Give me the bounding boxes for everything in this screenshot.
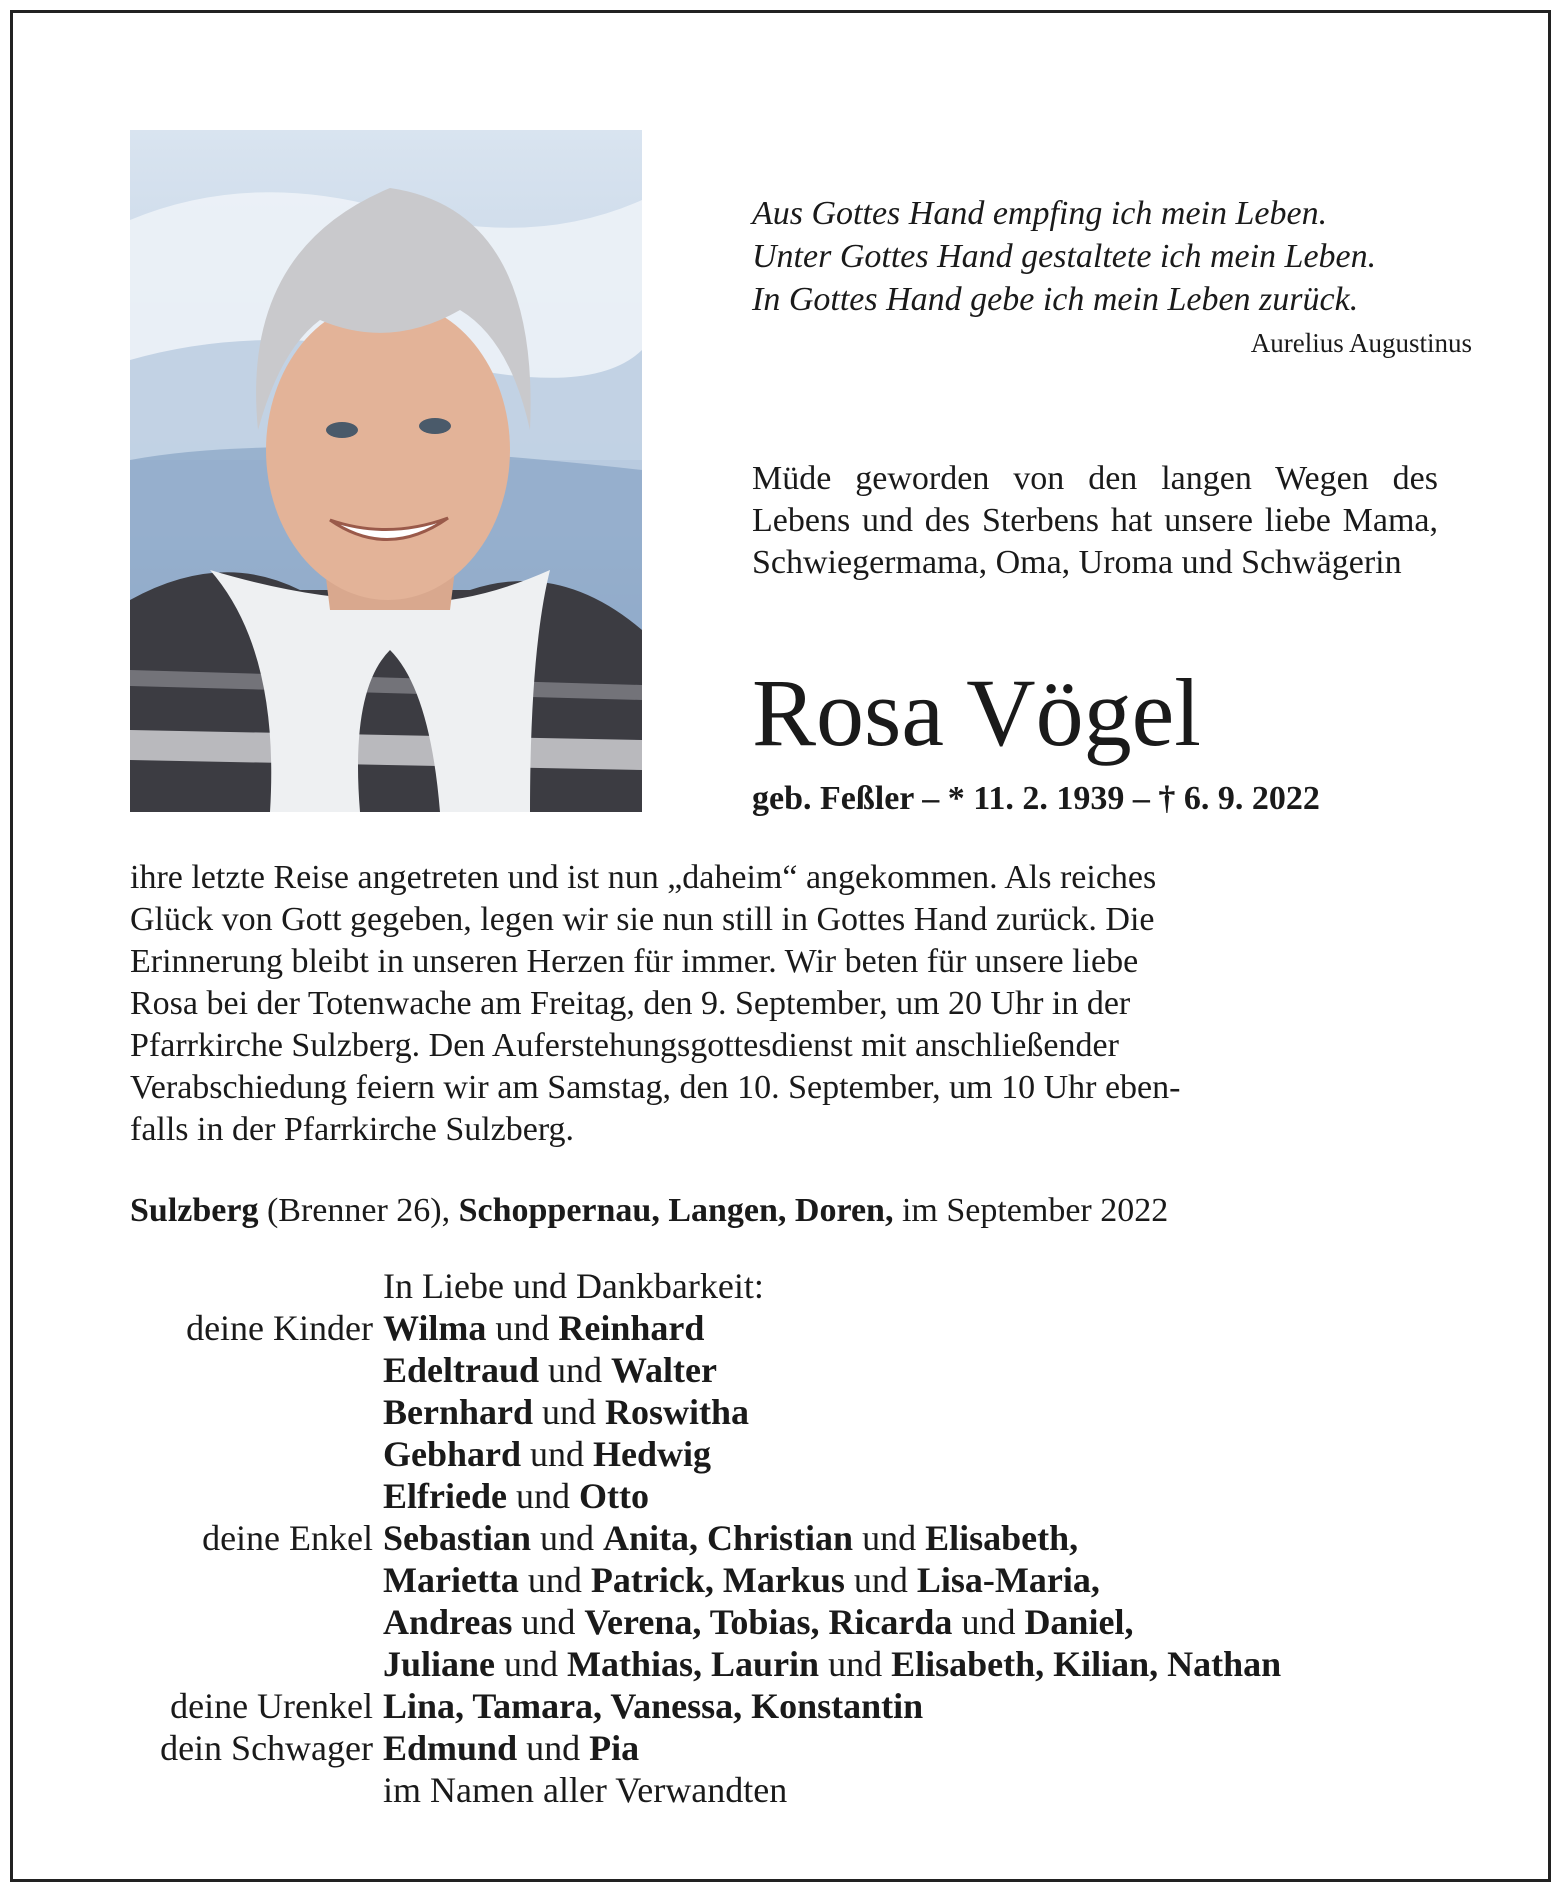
family-row (130, 1559, 1281, 1601)
text-line: Pfarrkirche Sulzberg. Den Auferstehungsgottesdienst mit anschließender (130, 1027, 1119, 1064)
person-name: Daniel, (1024, 1602, 1134, 1642)
verse-line: Aus Gottes Hand empfing ich mein Leben. (752, 195, 1328, 232)
conjunction: und (518, 1560, 591, 1600)
family-row (130, 1307, 1281, 1349)
person-name: Patrick, Markus (590, 1560, 845, 1600)
verse-author: Aurelius Augustinus (1250, 328, 1472, 358)
person-name: Lisa-Maria, (916, 1560, 1100, 1600)
family-row (130, 1517, 1281, 1559)
place-and-date (130, 1192, 1168, 1230)
person-name: Edeltraud (383, 1350, 540, 1390)
person-name: Elisabeth, Kilian, Nathan (891, 1644, 1282, 1684)
person-name: Juliane (383, 1644, 496, 1684)
conjunction: und (495, 1644, 568, 1684)
family-row (130, 1601, 1281, 1643)
conjunction: und (819, 1644, 892, 1684)
verse-line: Unter Gottes Hand gestaltete ich mein Leben. (752, 238, 1377, 275)
deceased-dates: geb. Feßler – * 11. 2. 1939 – † 6. 9. 2022 (752, 780, 1320, 817)
portrait-photo (130, 130, 642, 812)
family-row (130, 1391, 1281, 1433)
person-name: Walter (611, 1350, 717, 1390)
conjunction: und (531, 1518, 604, 1558)
conjunction: und (521, 1434, 594, 1474)
bible-verse (752, 192, 1472, 321)
person-name: Lina, Tamara, Vanessa, Konstantin (383, 1686, 924, 1726)
person-name: Elfriede (383, 1476, 507, 1516)
place-town: Sulzberg (130, 1192, 259, 1229)
place-date: im September 2022 (893, 1192, 1169, 1229)
family-row (130, 1349, 1281, 1391)
conjunction: und (506, 1476, 579, 1516)
person-name: Andreas (383, 1602, 513, 1642)
person-name: Sebastian (383, 1518, 532, 1558)
conjunction: und (539, 1350, 612, 1390)
greeting-row (130, 1265, 1281, 1307)
intro-text: Müde geworden von den langen Wegen des Lebens und des Sterbens hat unsere liebe Mama, Schwiegermama, Oma, Uroma und Schwägerin (752, 460, 1438, 581)
deceased-name: Rosa Vögel (752, 659, 1201, 766)
family-row (130, 1643, 1281, 1685)
verse-line: In Gottes Hand gebe ich mein Leben zurück. (752, 281, 1359, 318)
closing-row (130, 1769, 1281, 1811)
person-name: Edmund (383, 1728, 518, 1768)
place-address: (Brenner 26), (258, 1192, 459, 1229)
person-name: Hedwig (593, 1434, 712, 1474)
role-label: deine Kinder (186, 1308, 373, 1348)
person-name: Verena, Tobias, Ricarda (584, 1602, 953, 1642)
conjunction: und (517, 1728, 590, 1768)
person-name: Mathias, Laurin (567, 1644, 820, 1684)
conjunction: und (512, 1602, 585, 1642)
text-line: Rosa bei der Totenwache am Freitag, den 9. September, um 20 Uhr in der (130, 985, 1131, 1022)
family-row (130, 1685, 1281, 1727)
text-line: Erinnerung bleibt in unseren Herzen für immer. Wir beten für unsere liebe (130, 943, 1139, 980)
person-name: Reinhard (558, 1308, 705, 1348)
greeting: In Liebe und Dankbarkeit: (383, 1266, 764, 1306)
person-name: Anita, Christian (603, 1518, 854, 1558)
role-label: deine Enkel (202, 1518, 373, 1558)
family-list (130, 1265, 1281, 1811)
family-row (130, 1727, 1281, 1769)
place-others: Schoppernau, Langen, Doren, (458, 1192, 894, 1229)
role-label: dein Schwager (160, 1728, 373, 1768)
person-name: Marietta (383, 1560, 519, 1600)
conjunction: und (952, 1602, 1025, 1642)
person-name: Wilma (383, 1308, 487, 1348)
family-row (130, 1433, 1281, 1475)
conjunction: und (533, 1392, 606, 1432)
person-name: Elisabeth, (925, 1518, 1079, 1558)
closing: im Namen aller Verwandten (383, 1770, 788, 1810)
text-line: falls in der Pfarrkirche Sulzberg. (130, 1111, 575, 1148)
portrait-illustration (130, 130, 642, 812)
announcement-text (130, 857, 1456, 1151)
person-name: Otto (578, 1476, 649, 1516)
text-line: Glück von Gott gegeben, legen wir sie nun still in Gottes Hand zurück. Die (130, 901, 1155, 938)
person-name: Roswitha (605, 1392, 750, 1432)
role-label: deine Urenkel (170, 1686, 373, 1726)
person-name: Pia (589, 1728, 640, 1768)
family-row (130, 1475, 1281, 1517)
text-line: ihre letzte Reise angetreten und ist nun „daheim“ angekommen. Als reiches (130, 859, 1157, 896)
person-name: Gebhard (383, 1434, 522, 1474)
conjunction: und (486, 1308, 559, 1348)
conjunction: und (853, 1518, 926, 1558)
person-name: Bernhard (383, 1392, 534, 1432)
text-line: Verabschiedung feiern wir am Samstag, den 10. September, um 10 Uhr eben- (130, 1069, 1181, 1106)
conjunction: und (844, 1560, 917, 1600)
